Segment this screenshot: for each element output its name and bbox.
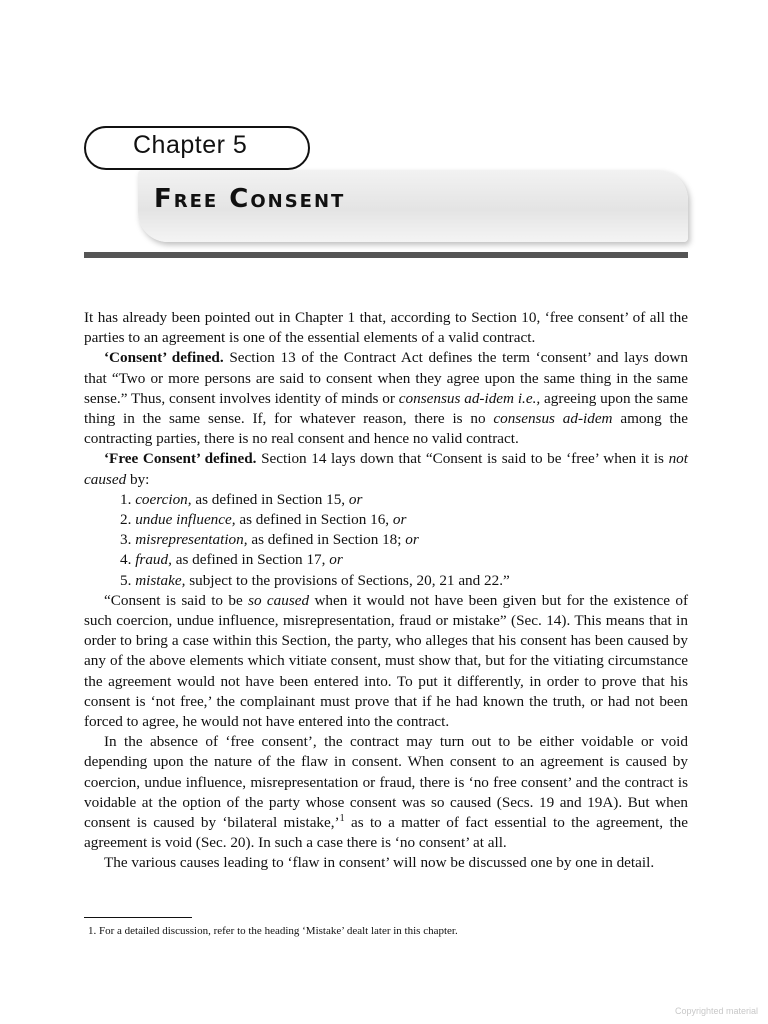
text-run: agreeing upon the same thing in the same sense. If, for whatever reason, there is no xyxy=(84,389,688,428)
list-text: as defined in Section 15, xyxy=(191,490,349,508)
heading-consent-defined: ‘Consent’ defined. xyxy=(104,349,224,367)
header-rule xyxy=(84,252,688,258)
chapter-title: Free Consent xyxy=(154,184,346,214)
causes-list xyxy=(84,490,688,591)
list-number: 3. xyxy=(120,531,132,549)
list-conjunction: or xyxy=(392,511,407,529)
italic-run: not caused xyxy=(84,450,688,488)
list-item xyxy=(120,490,688,510)
list-item xyxy=(120,550,688,570)
paragraph-closing: The various causes leading to ‘flaw in consent’ will now be discussed one by one in detail. xyxy=(104,854,655,872)
list-number: 1. xyxy=(120,490,132,508)
text-run: In the absence of ‘free consent’, the contract may turn out to be either voidable or void depending upon the nature of the flaw in consent. When consent to an agreement is caused by coercion, undue influence, misrepresentation or fraud, there is ‘no free consent’ and the contract is voidable at the option of the party whose consent was so caused (Secs. 19 and 19A). But when consent is caused by ‘bilateral mistake,’ xyxy=(84,733,688,832)
italic-run: so caused xyxy=(248,591,310,609)
list-term: coercion, xyxy=(135,490,192,508)
text-run: among the contracting parties, there is no real consent and hence no valid contract. xyxy=(84,410,689,448)
text-run: by: xyxy=(126,470,150,488)
paragraph-so-caused xyxy=(84,591,688,732)
list-term: fraud, xyxy=(135,551,172,569)
list-text: as defined in Section 16, xyxy=(235,511,393,529)
text-run: “Consent is said to be xyxy=(104,591,249,609)
list-item xyxy=(120,530,688,550)
list-text: subject to the provisions of Sections, 20, 21 and 22.” xyxy=(185,571,510,589)
italic-run: consensus ad-idem i.e., xyxy=(398,389,541,407)
heading-free-consent-defined: ‘Free Consent’ defined. xyxy=(104,450,257,468)
text-run: Section 13 of the Contract Act defines the term ‘consent’ and lays down that “Two or more persons are said to consent when they agree upon the same thing in the same sense.” Thus, consent involves identity of minds or xyxy=(84,349,688,407)
paragraph-intro: It has already been pointed out in Chapter 1 that, according to Section 10, ‘free consent’ of all the parties to an agreement is one of the essential elements of a valid contract. xyxy=(84,309,688,347)
watermark: Copyrighted material xyxy=(674,1006,758,1016)
list-text: as defined in Section 18; xyxy=(247,531,406,549)
list-number: 2. xyxy=(120,511,132,529)
chapter-label: Chapter 5 xyxy=(133,131,248,159)
body-text xyxy=(84,308,688,874)
list-term: misrepresentation, xyxy=(135,531,248,549)
list-conjunction: or xyxy=(329,551,343,569)
list-item xyxy=(120,571,688,591)
list-term: undue influence, xyxy=(135,511,236,529)
list-text: as defined in Section 17, xyxy=(171,551,330,569)
list-number: 5. xyxy=(120,571,132,589)
chapter-title-band xyxy=(138,170,688,242)
paragraph-free-consent-defined xyxy=(84,449,688,489)
list-conjunction: or xyxy=(348,490,363,508)
text-run: Section 14 lays down that “Consent is said to be ‘free’ when it is xyxy=(256,450,669,468)
chapter-label-box xyxy=(84,126,310,170)
list-conjunction: or xyxy=(405,531,419,549)
list-item xyxy=(120,510,688,530)
italic-run: consensus ad-idem xyxy=(493,410,613,428)
footnote: 1. For a detailed discussion, refer to the heading ‘Mistake’ dealt later in this chapter. xyxy=(88,925,458,937)
text-run: as to a matter of fact essential to the agreement, the agreement is void (Sec. 20). In such a case there is ‘no consent’ at all. xyxy=(84,814,688,852)
text-run: when it would not have been given but for the existence of such coercion, undue influence, misrepresentation, fraud or mistake” (Sec. 14). This means that in order to bring a case within this Section, the party, who alleges that his consent has been caused by any of the above elements which vitiate consent, must show that, but for the vitiating circumstance the agreement would not have been entered into. To put it differently, in order to prove that his consent is ‘not free,’ the complainant must prove that if he had known the truth, or had not been forced to agree, he would not have entered into the contract. xyxy=(84,591,689,731)
list-term: mistake, xyxy=(135,571,186,589)
list-number: 4. xyxy=(120,551,132,569)
paragraph-consent-defined xyxy=(84,348,688,449)
footnote-ref: 1 xyxy=(339,813,345,825)
footnote-rule xyxy=(84,917,192,918)
paragraph-absence-free-consent xyxy=(84,732,688,853)
